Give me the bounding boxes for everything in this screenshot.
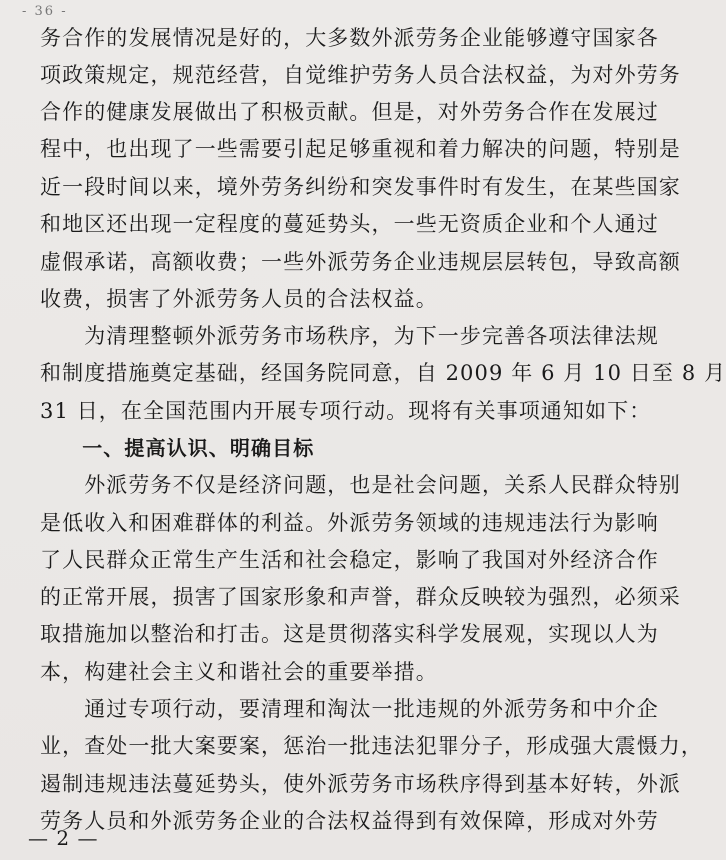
text-line: 和地区还出现一定程度的蔓延势头，一些无资质企业和个人通过 (40, 212, 659, 236)
text-line: 取措施加以整治和打击。这是贯彻落实科学发展观，实现以人为 (40, 622, 659, 646)
text-line: 遏制违规违法蔓延势头，使外派劳务市场秩序得到基本好转，外派 (40, 772, 681, 796)
text-line: 了人民群众正常生产生活和社会稳定，影响了我国对外经济合作 (40, 548, 659, 572)
text-line: 收费，损害了外派劳务人员的合法权益。 (40, 287, 438, 311)
text-line: 务合作的发展情况是好的，大多数外派劳务企业能够遵守国家各 (40, 26, 659, 50)
header-mark: - 36 - (22, 4, 68, 19)
text-line: 31 日，在全国范围内开展专项行动。现将有关事项通知如下： (40, 399, 652, 423)
text-line: 业，查处一批大案要案，惩治一批违法犯罪分子，形成强大震慑力， (40, 734, 703, 758)
text-line: 外派劳务不仅是经济问题，也是社会问题，关系人民群众特别 (40, 473, 681, 497)
text-line: 合作的健康发展做出了积极贡献。但是，对外劳务合作在发展过 (40, 100, 659, 124)
page-number: — 2 — (28, 826, 99, 850)
text-line: 为清理整顿外派劳务市场秩序，为下一步完善各项法律法规 (40, 324, 659, 348)
text-line: 劳务人员和外派劳务企业的合法权益得到有效保障，形成对外劳 (40, 809, 659, 833)
text-line: 和制度措施奠定基础，经国务院同意，自 2009 年 6 月 10 日至 8 月 (40, 361, 726, 385)
text-line: 项政策规定，规范经营，自觉维护劳务人员合法权益，为对外劳务 (40, 63, 681, 87)
text-line: 近一段时间以来，境外劳务纠纷和突发事件时有发生，在某些国家 (40, 175, 681, 199)
section-heading: 一、提高认识、明确目标 (40, 436, 315, 460)
text-line: 是低收入和困难群体的利益。外派劳务领域的违规违法行为影响 (40, 511, 659, 535)
text-line: 本，构建社会主义和谐社会的重要举措。 (40, 660, 438, 684)
text-line: 虚假承诺，高额收费；一些外派劳务企业违规层层转包，导致高额 (40, 250, 681, 274)
text-line: 的正常开展，损害了国家形象和声誉，群众反映较为强烈，必须采 (40, 585, 681, 609)
text-line: 通过专项行动，要清理和淘汰一批违规的外派劳务和中介企 (40, 697, 659, 721)
text-line: 程中，也出现了一些需要引起足够重视和着力解决的问题，特别是 (40, 137, 681, 161)
